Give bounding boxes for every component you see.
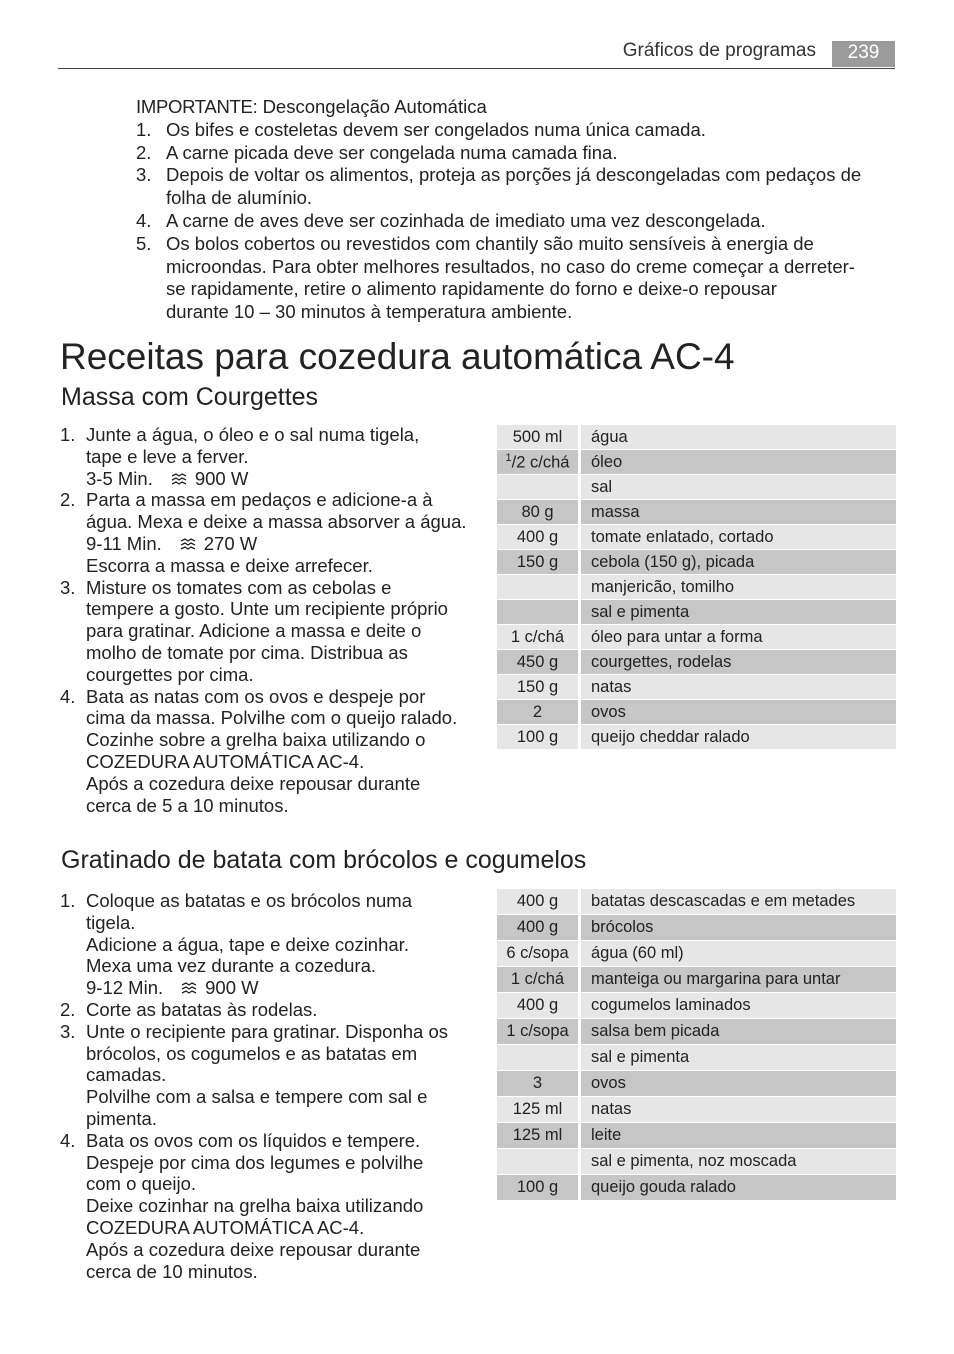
ingredient-quantity: 1 c/sopa: [497, 1019, 580, 1045]
ingredient-quantity: 125 ml: [497, 1097, 580, 1123]
important-text-line: se rapidamente, retire o alimento rapidamente do forno e deixe-o repousar: [166, 278, 777, 300]
ingredient-name: manjericão, tomilho: [580, 575, 897, 600]
step-text-line: Parta a massa em pedaços e adicione-a à: [86, 489, 433, 511]
step-number: 2.: [60, 489, 76, 511]
ingredient-quantity: 400 g: [497, 525, 580, 550]
ingredient-row: [497, 1071, 896, 1097]
important-item: [136, 164, 896, 210]
step-number: 3.: [60, 1020, 76, 1042]
important-number: 3.: [136, 164, 152, 186]
step-number: 3.: [60, 576, 76, 598]
step-text-line: Escorra a massa e deixe arrefecer.: [86, 554, 373, 576]
step-text-line: molho de tomate por cima. Distribua as: [86, 641, 408, 663]
step-text-line: cima da massa. Polvilhe com o queijo ralado.: [86, 707, 458, 729]
ingredient-name: tomate enlatado, cortado: [580, 525, 897, 550]
step-text-line: tape e leve a ferver.: [86, 445, 249, 467]
ingredient-name: courgettes, rodelas: [580, 650, 897, 675]
page-title: Receitas para cozedura automática AC-4: [60, 336, 735, 377]
ingredient-quantity: [497, 475, 580, 500]
ingredient-row: [497, 1123, 896, 1149]
ingredient-quantity: 450 g: [497, 650, 580, 675]
important-title: Descongelação Automática: [262, 96, 487, 117]
step-item: [60, 890, 480, 999]
ingredient-name: batatas descascadas e em metades: [580, 889, 897, 915]
ingredient-quantity: 100 g: [497, 725, 580, 750]
step-text-line: camadas.: [86, 1064, 167, 1086]
ingredient-row: [497, 625, 896, 650]
step-time-line: [86, 533, 480, 555]
ingredient-quantity: 400 g: [497, 889, 580, 915]
step-text-line: COZEDURA AUTOMÁTICA AC-4.: [86, 1216, 365, 1238]
power-level: 270 W: [203, 532, 258, 554]
important-text-line: Os bifes e costeletas devem ser congelados numa única camada.: [166, 118, 706, 140]
step-text-line: Cozinhe sobre a grelha baixa utilizando o: [86, 729, 426, 751]
ingredient-name: massa: [580, 500, 897, 525]
ingredient-name: ovos: [580, 700, 897, 725]
ingredient-row: [497, 650, 896, 675]
ingredient-quantity: 100 g: [497, 1175, 580, 1201]
microwave-wave-icon: [180, 537, 196, 551]
ingredient-quantity: 2: [497, 700, 580, 725]
step-text-line: tempere a gosto. Unte um recipiente próprio: [86, 598, 448, 620]
ingredient-quantity: 125 ml: [497, 1123, 580, 1149]
ingredient-quantity: 400 g: [497, 915, 580, 941]
important-item: [136, 233, 896, 324]
step-number: 1.: [60, 424, 76, 445]
ingredient-name: brócolos: [580, 915, 897, 941]
important-item: [136, 210, 896, 233]
ingredient-quantity: 1 c/chá: [497, 625, 580, 650]
step-text-line: água. Mexa e deixe a massa absorver a água.: [86, 511, 467, 533]
important-item: [136, 119, 896, 142]
ingredient-row: [497, 425, 896, 450]
step-number: 1.: [60, 890, 76, 911]
cooking-time: 9-12 Min.: [86, 977, 164, 999]
step-text-line: Bata os ovos com os líquidos e tempere.: [86, 1129, 421, 1151]
ingredient-quantity: 400 g: [497, 993, 580, 1019]
ingredient-name: cebola (150 g), picada: [580, 550, 897, 575]
important-text-line: Os bolos cobertos ou revestidos com chantily são muito sensíveis à energia de: [166, 232, 814, 254]
ingredient-name: óleo para untar a forma: [580, 625, 897, 650]
section-title: Gráficos de programas: [622, 40, 816, 61]
ingredient-row: [497, 941, 896, 967]
important-text-line: Depois de voltar os alimentos, proteja as porções já descongeladas com pedaços de: [166, 164, 862, 186]
step-text-line: pimenta.: [86, 1107, 157, 1129]
important-number: 2.: [136, 141, 152, 163]
step-text-line: Coloque as batatas e os brócolos numa: [86, 890, 413, 911]
ingredient-name: natas: [580, 1097, 897, 1123]
step-text-line: brócolos, os cogumelos e as batatas em: [86, 1042, 418, 1064]
ingredient-name: sal e pimenta: [580, 600, 897, 625]
ingredient-row: [497, 525, 896, 550]
step-item: [60, 686, 480, 817]
ingredient-quantity: 6 c/sopa: [497, 941, 580, 967]
step-time-line: [86, 468, 480, 490]
ingredient-quantity: 3: [497, 1071, 580, 1097]
important-label: IMPORTANTE:: [136, 96, 258, 117]
ingredient-row: [497, 600, 896, 625]
ingredient-row: [497, 675, 896, 700]
ingredient-row: [497, 450, 896, 475]
ingredient-row: [497, 550, 896, 575]
step-text-line: Unte o recipiente para gratinar. Disponha os: [86, 1020, 448, 1042]
step-text-line: COZEDURA AUTOMÁTICA AC-4.: [86, 750, 365, 772]
cooking-time: 9-11 Min.: [86, 532, 162, 554]
step-text-line: Corte as batatas às rodelas.: [86, 998, 318, 1020]
ingredient-name: sal e pimenta, noz moscada: [580, 1149, 897, 1175]
ingredient-row: [497, 575, 896, 600]
step-text-line: para gratinar. Adicione a massa e deite o: [86, 620, 422, 642]
ingredient-quantity: 150 g: [497, 675, 580, 700]
step-text-line: Mexa uma vez durante a cozedura.: [86, 955, 376, 977]
header-divider: [58, 68, 895, 69]
cooking-time: 3-5 Min.: [86, 467, 153, 489]
important-item: [136, 142, 896, 165]
important-number: 5.: [136, 232, 152, 254]
ingredient-quantity: [497, 1149, 580, 1175]
step-item: [60, 999, 480, 1021]
step-text-line: courgettes por cima.: [86, 663, 254, 685]
step-item: [60, 577, 480, 686]
step-item: [60, 1130, 480, 1283]
ingredient-row: [497, 967, 896, 993]
ingredient-row: [497, 1097, 896, 1123]
step-text-line: tigela.: [86, 911, 136, 933]
ingredient-name: queijo cheddar ralado: [580, 725, 897, 750]
microwave-wave-icon: [171, 472, 187, 486]
step-text-line: Após a cozedura deixe repousar durante: [86, 1238, 421, 1260]
ingredient-quantity: [497, 600, 580, 625]
ingredient-quantity: $^1$/2 c/chá: [497, 450, 580, 475]
ingredient-row: [497, 915, 896, 941]
ingredient-quantity: [497, 1045, 580, 1071]
ingredient-quantity: 150 g: [497, 550, 580, 575]
ingredient-row: [497, 475, 896, 500]
recipe2-steps: [60, 890, 480, 1282]
important-text-line: durante 10 – 30 minutos à temperatura ambiente.: [166, 301, 573, 323]
important-number: 1.: [136, 118, 152, 140]
ingredient-row: [497, 700, 896, 725]
important-text-line: A carne picada deve ser congelada numa camada fina.: [166, 141, 618, 163]
ingredient-name: óleo: [580, 450, 897, 475]
step-text-line: Polvilhe com a salsa e tempere com sal e: [86, 1086, 428, 1108]
step-text-line: Após a cozedura deixe repousar durante: [86, 772, 421, 794]
ingredient-name: cogumelos laminados: [580, 993, 897, 1019]
power-level: 900 W: [205, 977, 259, 999]
ingredient-name: leite: [580, 1123, 897, 1149]
important-number: 4.: [136, 209, 152, 231]
ingredient-name: sal e pimenta: [580, 1045, 897, 1071]
ingredient-name: queijo gouda ralado: [580, 1175, 897, 1201]
power-level: 900 W: [194, 467, 249, 489]
ingredient-row: [497, 1019, 896, 1045]
recipe1-title: Massa com Courgettes: [61, 383, 319, 411]
recipe2-title: Gratinado de batata com brócolos e cogumelos: [61, 846, 587, 874]
ingredient-row: [497, 1149, 896, 1175]
recipe2-ingredients-table: [497, 889, 896, 1201]
step-text-line: Misture os tomates com as cebolas e: [86, 576, 392, 598]
important-text-line: A carne de aves deve ser cozinhada de imediato uma vez descongelada.: [166, 209, 766, 231]
step-item: [60, 1021, 480, 1130]
step-item: [60, 489, 480, 576]
step-text-line: Junte a água, o óleo e o sal numa tigela,: [86, 424, 420, 445]
important-list: [136, 119, 896, 324]
ingredient-row: [497, 1175, 896, 1201]
ingredient-row: [497, 1045, 896, 1071]
ingredient-name: manteiga ou margarina para untar: [580, 967, 897, 993]
important-heading: [136, 96, 896, 119]
ingredient-name: salsa bem picada: [580, 1019, 897, 1045]
step-item: [60, 424, 480, 489]
ingredient-name: ovos: [580, 1071, 897, 1097]
step-time-line: [86, 977, 480, 999]
ingredient-row: [497, 889, 896, 915]
microwave-wave-icon: [181, 981, 197, 995]
ingredient-name: natas: [580, 675, 897, 700]
ingredient-name: água (60 ml): [580, 941, 897, 967]
step-text-line: cerca de 10 minutos.: [86, 1260, 258, 1282]
recipe1-steps: [60, 424, 480, 816]
ingredient-quantity: [497, 575, 580, 600]
step-number: 4.: [60, 1129, 76, 1151]
ingredient-quantity: 500 ml: [497, 425, 580, 450]
step-text-line: Deixe cozinhar na grelha baixa utilizando: [86, 1195, 424, 1217]
ingredient-name: água: [580, 425, 897, 450]
ingredient-name: sal: [580, 475, 897, 500]
important-text-line: folha de alumínio.: [166, 187, 313, 209]
step-text-line: Bata as natas com os ovos e despeje por: [86, 685, 426, 707]
step-text-line: Despeje por cima dos legumes e polvilhe: [86, 1151, 424, 1173]
ingredient-row: [497, 500, 896, 525]
important-note: [136, 96, 896, 324]
page-number: 239: [832, 41, 895, 67]
quantity-fraction-numerator: 1: [505, 451, 512, 464]
ingredient-quantity: 1 c/chá: [497, 967, 580, 993]
step-text-line: com o queijo.: [86, 1173, 197, 1195]
step-number: 2.: [60, 998, 76, 1020]
recipe1-ingredients-table: [497, 425, 896, 750]
step-text-line: cerca de 5 a 10 minutos.: [86, 794, 289, 816]
ingredient-row: [497, 993, 896, 1019]
ingredient-row: [497, 725, 896, 750]
step-text-line: Adicione a água, tape e deixe cozinhar.: [86, 933, 409, 955]
important-text-line: microondas. Para obter melhores resultados, no caso do creme começar a derreter-: [166, 255, 855, 277]
step-number: 4.: [60, 685, 76, 707]
ingredient-quantity: 80 g: [497, 500, 580, 525]
